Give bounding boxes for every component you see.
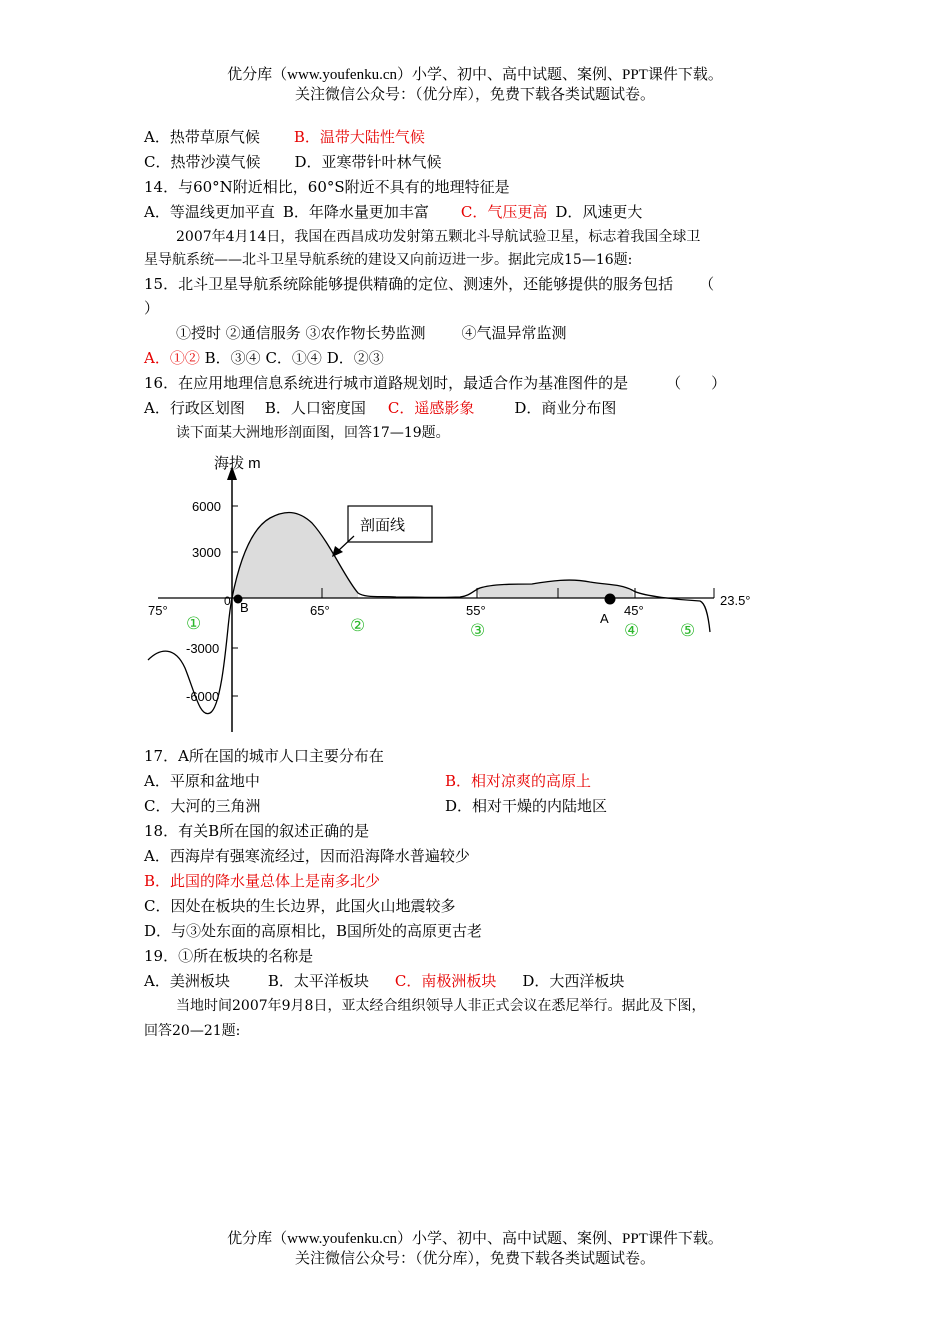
q15-items [176, 323, 567, 343]
y-tick-label-neg3000: -3000 [186, 641, 220, 656]
header-line-2: 关注微信公众号：（优分库），免费下载各类试题试卷。 [294, 87, 655, 103]
q13-row-1 [144, 127, 425, 147]
q13-option-b: B．温带大陆性气候 [293, 128, 425, 146]
footer-line-2: 关注微信公众号：（优分库），免费下载各类试题试卷。 [294, 1251, 655, 1267]
q13-option-d: D．亚寒带针叶林气候 [294, 153, 442, 171]
q16-options [144, 398, 616, 418]
q15-paren-close: ） [144, 299, 160, 317]
q19-stem: 19．①所在板块的名称是 [144, 947, 314, 965]
q19-options [144, 971, 624, 991]
marker-3: ③ [470, 621, 486, 640]
q16-paren: （ ） [666, 374, 727, 392]
y-tick-label-neg6000: -6000 [186, 689, 220, 704]
q16-option-d: D．商业分布图 [514, 399, 617, 417]
q19-option-d: D．大西洋板块 [522, 972, 625, 990]
q15-option-b: B．③④ [204, 349, 261, 367]
q19-option-b: B．太平洋板块 [267, 972, 369, 990]
q13-option-a: A．热带草原气候 [144, 128, 260, 146]
x-tick-label-55: 55° [466, 603, 486, 618]
marker-1: ① [186, 614, 202, 633]
x-tick-label-0: 0 [224, 594, 231, 608]
intro17: 读下面某大洲地形剖面图，回答17—19题。 [176, 425, 450, 441]
q18-option-a: A．西海岸有强寒流经过，因而沿海降水普遍较少 [144, 847, 470, 865]
q15-item-4: ④气温异常监测 [461, 324, 567, 342]
intro20-line-1: 当地时间2007年9月8日，亚太经合组织领导人非正式会议在悉尼举行。据此及下图， [176, 998, 706, 1014]
q16-option-b: B．人口密度国 [264, 399, 366, 417]
q16-option-a: A．行政区划图 [144, 399, 245, 417]
q13-row-2 [144, 152, 442, 172]
q16-option-c: C．遥感影象 [387, 399, 475, 417]
marker-4: ④ [624, 621, 640, 640]
marker-5: ⑤ [680, 621, 696, 640]
callout-label: 剖面线 [360, 517, 406, 534]
point-a-marker [605, 594, 616, 605]
q19-option-c: C．南极洲板块 [394, 972, 497, 990]
q18-stem: 18．有关B所在国的叙述正确的是 [144, 822, 370, 840]
y-axis-label: 海拔 m [214, 455, 261, 472]
q18-option-d: D．与③处东面的高原相比，B国所处的高原更古老 [144, 922, 483, 940]
q19-option-a: A．美洲板块 [144, 972, 230, 990]
q14-options [144, 202, 642, 222]
x-tick-label-45: 45° [624, 603, 644, 618]
q17-option-d: D．相对干燥的内陆地区 [445, 797, 608, 815]
q15-option-c: C．①④ [265, 349, 322, 367]
point-a-label: A [600, 611, 609, 626]
x-tick-label-75: 75° [148, 603, 168, 618]
x-tick-label-65: 65° [310, 603, 330, 618]
q17-option-b: B．相对凉爽的高原上 [445, 772, 592, 790]
header-line-1: 优分库（www.youfenku.cn）小学、初中、高中试题、案例、PPT课件下载。 [227, 67, 723, 83]
q15-items-text: ①授时 ②通信服务 ③农作物长势监测 [176, 324, 426, 342]
q14-option-d: D．风速更大 [555, 203, 643, 221]
intro15-line-2: 星导航系统——北斗卫星导航系统的建设又向前迈进一步。据此完成15—16题: [144, 252, 633, 268]
callout-arrow-line [338, 536, 354, 551]
point-b-label: B [240, 600, 249, 615]
q18-option-b: B．此国的降水量总体上是南多北少 [144, 872, 381, 890]
q17-stem: 17．A所在国的城市人口主要分布在 [144, 747, 384, 765]
q18-option-c: C．因处在板块的生长边界，此国火山地震较多 [144, 897, 456, 915]
q15-options [144, 348, 384, 368]
marker-2: ② [350, 616, 366, 635]
q13-option-c: C．热带沙漠气候 [144, 153, 261, 171]
y-tick-label-3000: 3000 [192, 545, 221, 560]
q17-option-c: C．大河的三角洲 [144, 797, 261, 815]
profile-fill-mountain [232, 513, 358, 598]
intro15-line-1: 2007年4月14日，我国在西昌成功发射第五颗北斗导航试验卫星，标志着我国全球卫 [176, 229, 701, 245]
y-tick-label-6000: 6000 [192, 499, 221, 514]
q14-option-b: B．年降水量更加丰富 [282, 203, 429, 221]
q16-stem-text: 16．在应用地理信息系统进行城市道路规划时，最适合作为基准图件的是 [144, 374, 629, 392]
q14-option-c: C．气压更高 [460, 203, 548, 221]
q15-option-a: A．①② [144, 349, 200, 367]
x-tick-label-23-5: 23.5° [720, 593, 751, 608]
footer-line-1: 优分库（www.youfenku.cn）小学、初中、高中试题、案例、PPT课件下载。 [227, 1231, 723, 1247]
q14-stem: 14．与60°N附近相比，60°S附近不具有的地理特征是 [144, 178, 510, 196]
q15-paren-open: （ [699, 275, 715, 293]
q15-stem-text: 15．北斗卫星导航系统除能够提供精确的定位、测速外，还能够提供的服务包括 [144, 275, 674, 293]
q14-option-a: A．等温线更加平直 [144, 203, 275, 221]
intro20-line-2: 回答20—21题: [144, 1023, 241, 1039]
terrain-profile-chart [140, 448, 780, 744]
q15-option-d: D．②③ [326, 349, 384, 367]
q17-option-a: A．平原和盆地中 [144, 772, 260, 790]
q16-stem [144, 373, 726, 393]
q15-stem [144, 274, 714, 294]
